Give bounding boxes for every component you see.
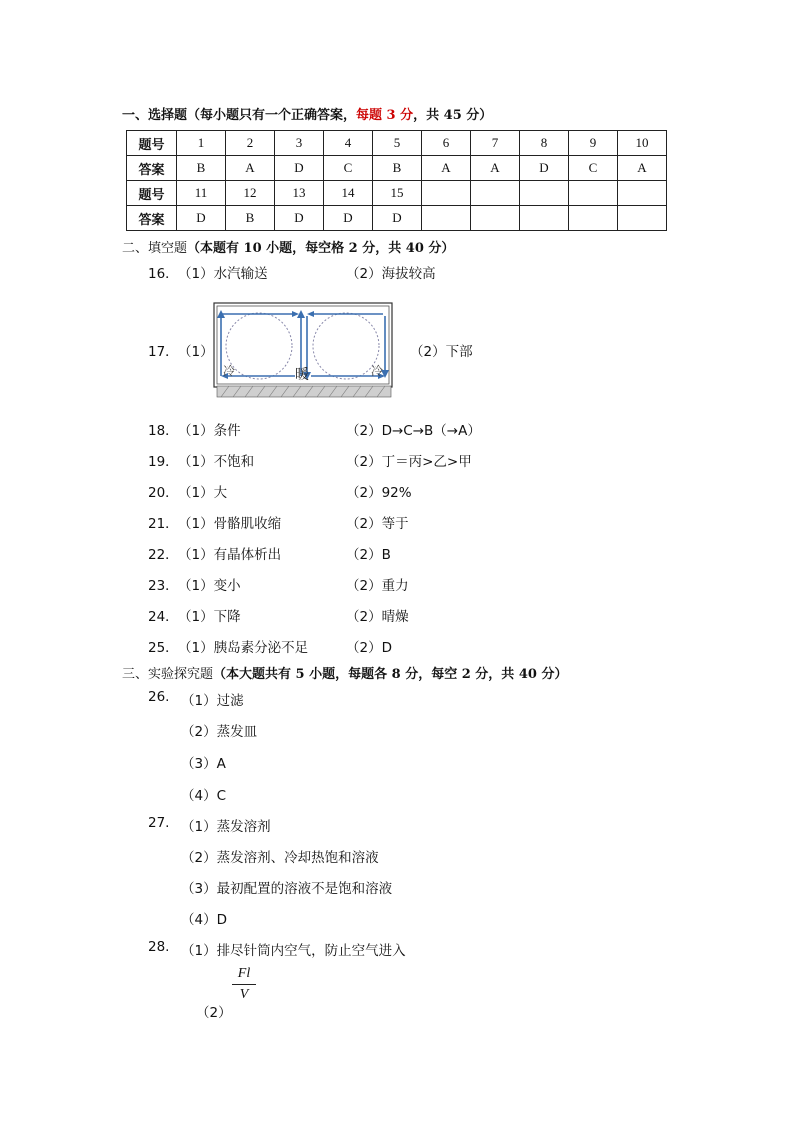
answer-item-label: （2） (196, 1005, 232, 1021)
question-number: 27. (148, 815, 170, 831)
answer-item: （2）蒸发溶剂、冷却热饱和溶液 (181, 850, 379, 866)
table-cell: A (226, 156, 275, 181)
table-cell: 11 (177, 181, 226, 206)
answer-part2: （2）D→C→B（→A） (346, 423, 481, 439)
section3-note: （本大题共有 5 小题，每题各 8 分，每空 2 分，共 40 分） (213, 667, 568, 682)
table-cell (422, 206, 471, 231)
section2-heading (122, 237, 454, 256)
row-label-answer: 答案 (127, 206, 177, 231)
table-cell (422, 181, 471, 206)
answer-part1: （1）骨骼肌收缩 (178, 516, 282, 532)
question-number: 17． (148, 344, 179, 360)
question-number: 26. (148, 689, 170, 705)
table-cell (569, 181, 618, 206)
answer-part2: （2）海拔较高 (346, 266, 436, 282)
table-cell: A (618, 156, 667, 181)
table-cell: 15 (373, 181, 422, 206)
table-cell: 13 (275, 181, 324, 206)
table-cell: 6 (422, 131, 471, 156)
table-cell: 4 (324, 131, 373, 156)
question-number: 24． (148, 609, 179, 625)
table-cell: 7 (471, 131, 520, 156)
convection-diagram (213, 302, 393, 400)
question-number: 23． (148, 578, 179, 594)
table-row (127, 206, 667, 231)
question-number: 16． (148, 266, 179, 282)
section1-note-red: 每题 3 分 (356, 108, 414, 123)
table-cell: 9 (569, 131, 618, 156)
answer-part2: （2）92% (346, 485, 412, 501)
fraction-numerator: Fl (237, 966, 251, 981)
row-label-question: 题号 (127, 181, 177, 206)
table-row (127, 131, 667, 156)
answer-item: （4）C (181, 788, 227, 804)
table-cell: C (569, 156, 618, 181)
table-cell (520, 206, 569, 231)
question-number: 25． (148, 640, 179, 656)
answer-item: （3）最初配置的溶液不是饱和溶液 (181, 881, 393, 897)
answer-part1: （1）胰岛素分泌不足 (178, 640, 309, 656)
question-number: 19． (148, 454, 179, 470)
table-cell: 8 (520, 131, 569, 156)
table-cell: D (324, 206, 373, 231)
answer-part1: （1）大 (178, 485, 228, 501)
answer-part2: （2）等于 (346, 516, 409, 532)
table-cell: 1 (177, 131, 226, 156)
answer-part2: （2）B (346, 547, 391, 563)
answer-part1: （1）水汽输送 (178, 266, 268, 282)
table-row (127, 181, 667, 206)
answer-part1: （1）下降 (178, 609, 241, 625)
answer-part1: （1）变小 (178, 578, 241, 594)
question-number: 28. (148, 939, 170, 955)
row-label-question: 题号 (127, 131, 177, 156)
table-cell: B (177, 156, 226, 181)
table-cell: A (471, 156, 520, 181)
answer-part2: （2）丁＝丙>乙>甲 (346, 454, 472, 470)
answer-item: （1）过滤 (181, 693, 244, 709)
table-cell: 3 (275, 131, 324, 156)
answer-item: （2）蒸发皿 (181, 724, 258, 740)
section1-title: 一、选择题 (122, 108, 188, 123)
table-cell (520, 181, 569, 206)
answer-part1: （1）不饱和 (178, 454, 255, 470)
table-cell: B (373, 156, 422, 181)
question-number: 20． (148, 485, 179, 501)
answer-part2: （2）重力 (346, 578, 409, 594)
table-cell: D (373, 206, 422, 231)
table-cell: 2 (226, 131, 275, 156)
section1-note-open: （每小题只有一个正确答案， (187, 108, 357, 123)
table-row (127, 156, 667, 181)
section1-note-close: ，共 45 分） (413, 108, 493, 123)
answer-item: （1）排尽针筒内空气，防止空气进入 (181, 943, 406, 959)
label-cold-right: 冷 (371, 364, 384, 378)
table-cell (618, 181, 667, 206)
table-cell: 14 (324, 181, 373, 206)
question-number: 21． (148, 516, 179, 532)
fraction-bar (232, 984, 256, 985)
fraction-denominator: V (239, 987, 249, 1002)
table-cell: 5 (373, 131, 422, 156)
table-cell (569, 206, 618, 231)
question-number: 18． (148, 423, 179, 439)
question-number: 22． (148, 547, 179, 563)
section3-heading (122, 663, 567, 682)
table-cell: 10 (618, 131, 667, 156)
row-label-answer: 答案 (127, 156, 177, 181)
answer-table (126, 130, 667, 231)
table-cell (471, 206, 520, 231)
answer-part2: （2）晴燥 (346, 609, 409, 625)
section3-title: 三、实验探究题 (122, 667, 214, 682)
table-cell: D (520, 156, 569, 181)
table-cell (471, 181, 520, 206)
table-cell (618, 206, 667, 231)
answer-part2: （2）D (346, 640, 392, 656)
answer-item: （4）D (181, 912, 227, 928)
answer-item: （3）A (181, 756, 226, 772)
table-cell: A (422, 156, 471, 181)
answer-item: （1）蒸发溶剂 (181, 819, 271, 835)
section2-note: （本题有 10 小题，每空格 2 分，共 40 分） (187, 241, 455, 256)
table-cell: D (275, 156, 324, 181)
section1-heading (122, 104, 492, 123)
answer-part1: （1）条件 (178, 423, 241, 439)
table-cell: D (177, 206, 226, 231)
answer-part1: （1） (178, 344, 214, 360)
label-warm: 暖 (295, 367, 309, 383)
table-cell: B (226, 206, 275, 231)
fraction-formula (232, 966, 256, 1003)
table-cell: C (324, 156, 373, 181)
table-cell: 12 (226, 181, 275, 206)
answer-part1: （1）有晶体析出 (178, 547, 282, 563)
section2-title: 二、填空题 (122, 241, 188, 256)
answer-part2: （2）下部 (410, 344, 473, 360)
table-cell: D (275, 206, 324, 231)
label-cold-left: 冷 (223, 364, 236, 378)
